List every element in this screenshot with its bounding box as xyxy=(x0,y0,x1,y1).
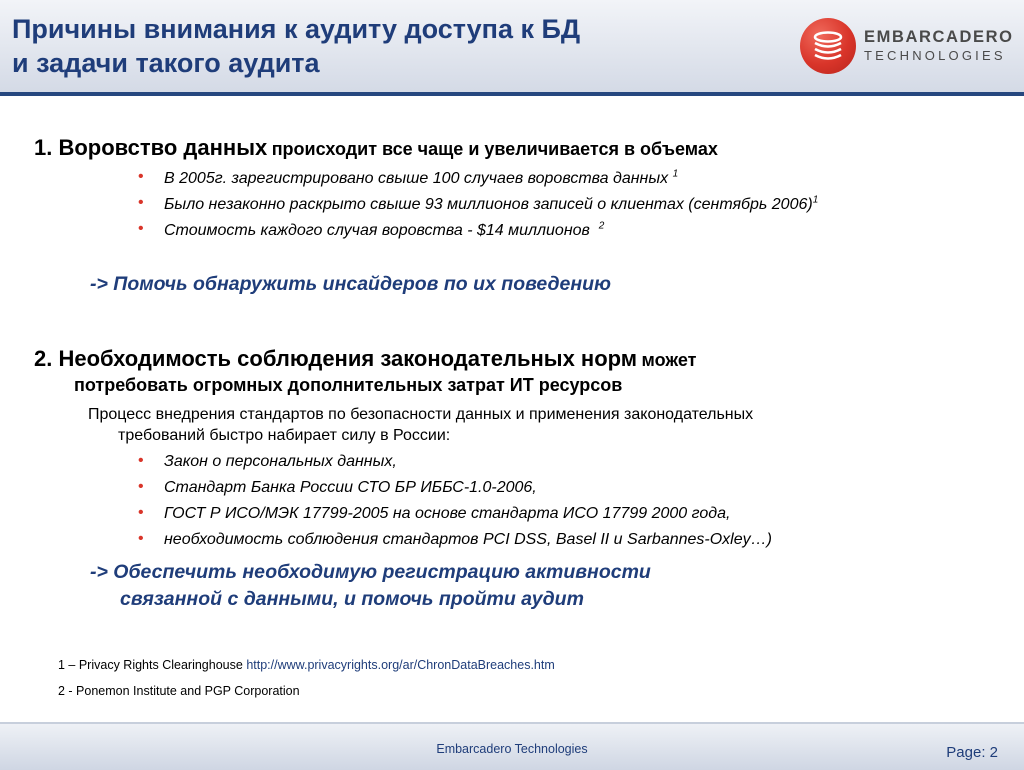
section-2-heading-continued: потребовать огромных дополнительных затрат ИТ ресурсов xyxy=(74,375,623,395)
footnote-1 xyxy=(58,658,555,672)
paragraph-line: требований быстро набирает силу в России: xyxy=(118,427,451,444)
footnote-label: 1 – Privacy Rights Clearinghouse xyxy=(58,658,243,672)
slide-title xyxy=(12,12,580,80)
action-text: связанной с данными, и помочь пройти аудит xyxy=(120,588,584,610)
section-1-bullet xyxy=(140,221,605,240)
logo-subtitle: TECHNOLOGIES xyxy=(864,48,1006,63)
paragraph-line: Процесс внедрения стандартов по безопасности данных и применения законодательных xyxy=(88,406,754,423)
footnote-2: 2 - Ponemon Institute and PGP Corporation xyxy=(58,684,300,698)
title-line-1: Причины внимания к аудиту доступа к БД xyxy=(12,14,581,44)
page-number: Page: 2 xyxy=(946,744,998,761)
section-2-action xyxy=(90,559,651,613)
bullet-text: Стандарт Банка России СТО БР ИББС-1.0-2006, xyxy=(164,479,537,496)
section-2-title: 2. Необходимость соблюдения законодательных норм xyxy=(34,346,638,371)
footnote-ref: 1 xyxy=(812,195,819,206)
action-text: -> Помочь обнаружить инсайдеров по их поведению xyxy=(90,273,611,295)
section-2-bullet xyxy=(140,505,731,523)
section-2-bullet xyxy=(140,531,772,549)
footnote-ref: 1 xyxy=(672,169,679,180)
section-1-action xyxy=(90,271,611,298)
logo-name: EMBARCADERO xyxy=(864,28,1014,46)
bullet-text: Стоимость каждого случая воровства - $14 миллионов xyxy=(164,222,590,240)
embarcadero-logo xyxy=(800,18,1014,74)
bullet-text: Было незаконно раскрыто свыше 93 миллионов записей о клиентах (сентябрь 2006) xyxy=(164,196,813,214)
section-2-bullet xyxy=(140,479,537,497)
section-2-heading xyxy=(34,346,696,372)
action-text: -> Обеспечить необходимую регистрацию активности xyxy=(90,561,651,583)
bullet-text: ГОСТ Р ИСО/МЭК 17799-2005 на основе стандарта ИСО 17799 2000 года, xyxy=(164,505,731,522)
section-1-subtitle: происходит все чаще и увеличивается в объемах xyxy=(271,139,718,159)
header-divider xyxy=(0,92,1024,96)
slide-footer xyxy=(0,722,1024,770)
bullet-text: необходимость соблюдения стандартов PCI DSS, Basel II и Sarbannes-Oxley…) xyxy=(164,531,772,548)
title-line-2: и задачи такого аудита xyxy=(12,48,320,78)
section-2-paragraph xyxy=(88,404,753,446)
section-1-heading xyxy=(34,135,718,161)
section-1-title: 1. Воровство данных xyxy=(34,135,268,160)
bullet-text: Закон о персональных данных, xyxy=(164,453,397,470)
footer-company: Embarcadero Technologies xyxy=(436,742,588,756)
bullet-text: В 2005г. зарегистрировано свыше 100 случаев воровства данных xyxy=(164,170,669,188)
database-stack-icon xyxy=(800,18,856,74)
section-2-subtitle: может xyxy=(641,350,697,370)
section-1-bullet xyxy=(140,195,819,214)
section-2-bullet xyxy=(140,453,397,471)
slide-header xyxy=(0,0,1024,92)
footnote-link[interactable]: http://www.privacyrights.org/ar/ChronDataBreaches.htm xyxy=(246,658,555,672)
section-1-bullet xyxy=(140,169,679,188)
footnote-ref: 2 xyxy=(598,221,605,232)
